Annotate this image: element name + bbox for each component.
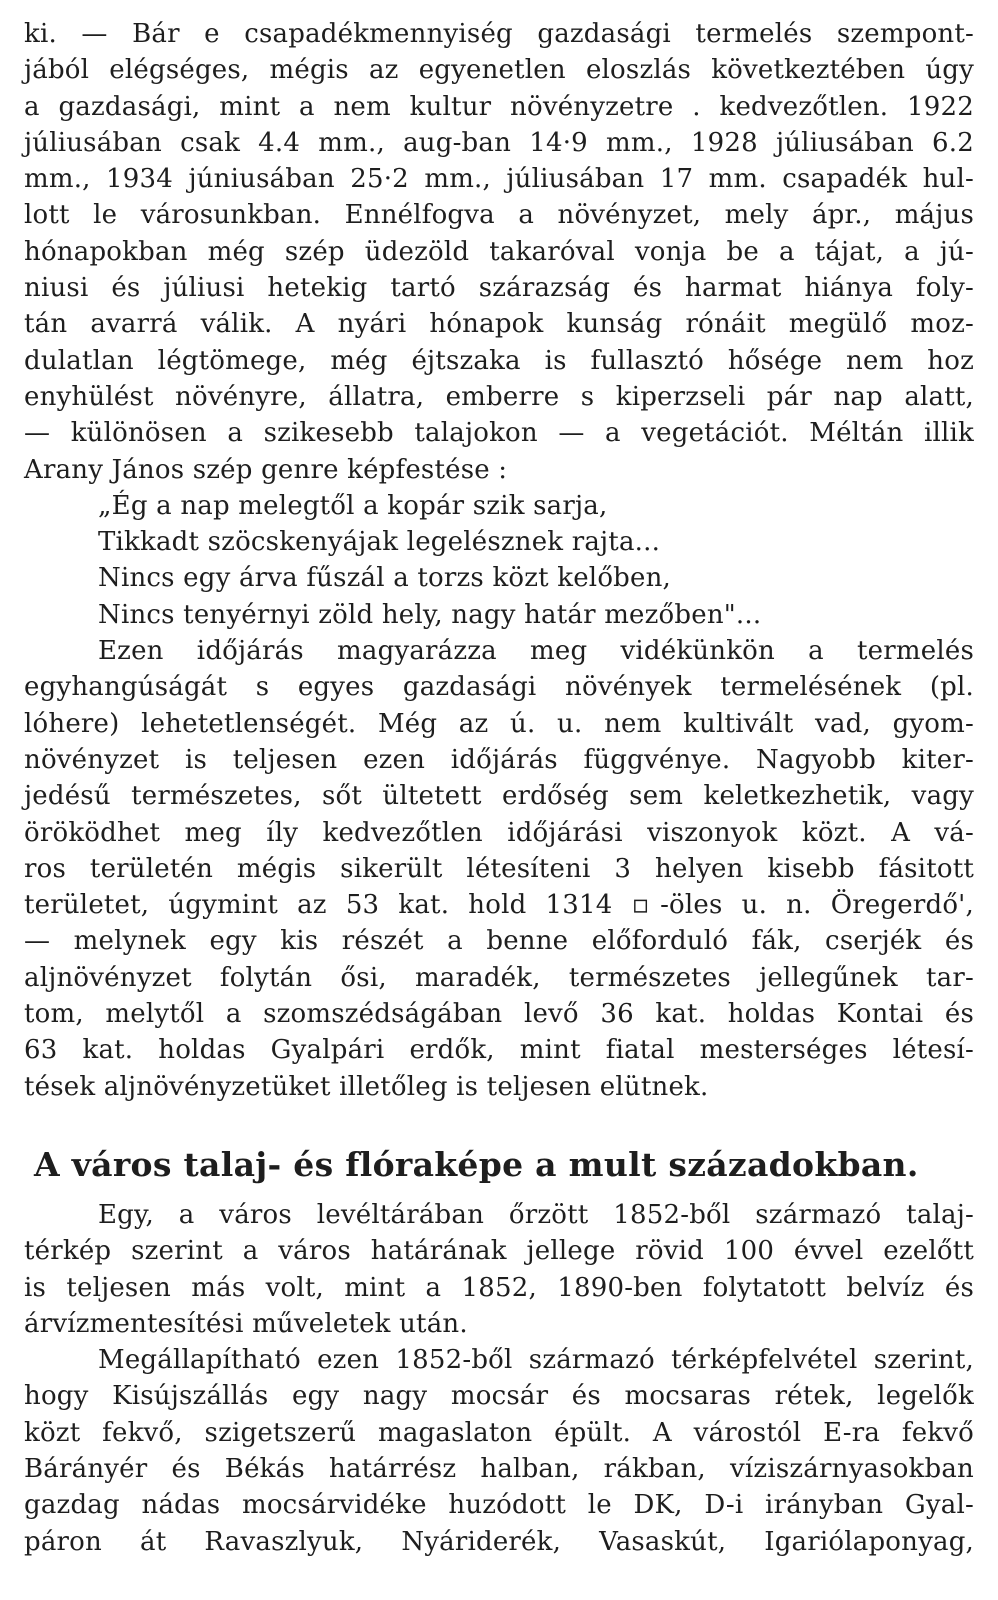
text-line: közt fekvő, szigetszerű magaslaton épült. A várostól E-ra fekvő xyxy=(24,1417,974,1448)
paragraph-town-site xyxy=(24,1342,974,1560)
text-line: hogy Kisújszállás egy nagy mocsár és mocsaras rétek, legelők xyxy=(24,1381,974,1412)
paragraph-soil-map xyxy=(24,1197,974,1342)
verse-line: „Ég a nap melegtől a kopár szik sarja, xyxy=(98,490,608,521)
text-line: Egy, a város levéltárában őrzött 1852-ből származó talaj- xyxy=(98,1199,974,1230)
text-line: jából elégséges, mégis az egyenetlen eloszlás következtében úgy xyxy=(24,55,974,86)
text-line: niusi és júliusi hetekig tartó szárazság és harmat hiánya foly- xyxy=(24,273,974,304)
text-line: a gazdasági, mint a nem kultur növényzetre . kedvezőtlen. 1922 xyxy=(24,91,974,122)
text-line: tések aljnövényzetüket illetőleg is teljesen elütnek. xyxy=(24,1071,709,1102)
paragraph-vegetation xyxy=(24,633,974,1105)
page-text xyxy=(24,16,974,1560)
paragraph-climate xyxy=(24,16,974,488)
text-line: Arany János szép genre képfestése : xyxy=(24,454,508,485)
text-line: tom, melytől a szomszédságában levő 36 kat. holdas Kontai és xyxy=(24,999,974,1030)
text-line: árvízmentesítési műveletek után. xyxy=(24,1308,468,1339)
text-line: jedésű természetes, sőt ültetett erdőség sem keletkezhetik, vagy xyxy=(24,781,974,812)
text-line: Megállapítható ezen 1852-ből származó térképfelvétel szerint, xyxy=(98,1345,974,1376)
verse-line: Tikkadt szöcskenyájak legelésznek rajta... xyxy=(98,527,661,558)
text-line: tán avarrá válik. A nyári hónapok kunság rónáit megülő moz- xyxy=(24,309,974,340)
text-line: Ezen időjárás magyarázza meg vidékünkön a termelés xyxy=(98,636,974,667)
text-line: júliusában csak 4.4 mm., aug-ban 14·9 mm., 1928 júliusában 6.2 xyxy=(24,127,974,158)
text-line: 63 kat. holdas Gyalpári erdők, mint fiatal mesterséges létesí- xyxy=(24,1035,974,1066)
text-line: gazdag nádas mocsárvidéke huzódott le DK, D-i irányban Gyal- xyxy=(24,1490,974,1521)
verse-quote xyxy=(24,488,974,633)
text-line: lóhere) lehetetlenségét. Még az ú. u. nem kultivált vad, gyom- xyxy=(24,708,974,739)
text-line: egyhangúságát s egyes gazdasági növények termelésének (pl. xyxy=(24,672,974,703)
text-line: aljnövényzet folytán ősi, maradék, természetes jellegűnek tar- xyxy=(24,962,974,993)
text-line: öröködhet meg íly kedvezőtlen időjárási viszonyok közt. A vá- xyxy=(24,817,974,848)
text-line: — melynek egy kis részét a benne előforduló fák, cserjék és xyxy=(24,926,974,957)
text-line: ki. — Bár e csapadékmennyiség gazdasági termelés szempont- xyxy=(24,19,974,49)
verse-line: Nincs egy árva fűszál a torzs közt kelőben, xyxy=(98,563,672,594)
text-line: is teljesen más volt, mint a 1852, 1890-ben folytatott belvíz és xyxy=(24,1272,974,1303)
text-line: páron át Ravaszlyuk, Nyáriderék, Vasaskút, Igariólaponyag, xyxy=(24,1526,974,1557)
text-line: növényzet is teljesen ezen időjárás függvénye. Nagyobb kiter- xyxy=(24,744,974,775)
text-line: mm., 1934 júniusában 25·2 mm., júliusában 17 mm. csapadék hul- xyxy=(24,164,974,195)
text-line: — különösen a szikesebb talajokon — a vegetációt. Méltán illik xyxy=(24,418,974,449)
text-line: enyhülést növényre, állatra, emberre s kiperzseli pár nap alatt, xyxy=(24,381,974,412)
text-line: térkép szerint a város határának jellege rövid 100 évvel ezelőtt xyxy=(24,1236,974,1267)
text-line: területet, úgymint az 53 kat. hold 1314 ▫-öles u. n. Öregerdő', xyxy=(24,890,974,921)
text-line: ros területén mégis sikerült létesíteni 3 helyen kisebb fásitott xyxy=(24,853,974,884)
text-line: hónapokban még szép üdezöld takaróval vonja be a tájat, a jú- xyxy=(24,236,974,267)
verse-line: Nincs tenyérnyi zöld hely, nagy határ mezőben"... xyxy=(98,599,762,630)
text-line: lott le városunkban. Ennélfogva a növényzet, mely ápr., május xyxy=(24,200,974,231)
text-line: dulatlan légtömege, még éjtszaka is fullasztó hősége nem hoz xyxy=(24,345,974,376)
section-heading: A város talaj- és flóraképe a mult századokban. xyxy=(34,1144,919,1184)
text-line: Bárányér és Békás határrész halban, rákban, víziszárnyasokban xyxy=(24,1453,974,1484)
